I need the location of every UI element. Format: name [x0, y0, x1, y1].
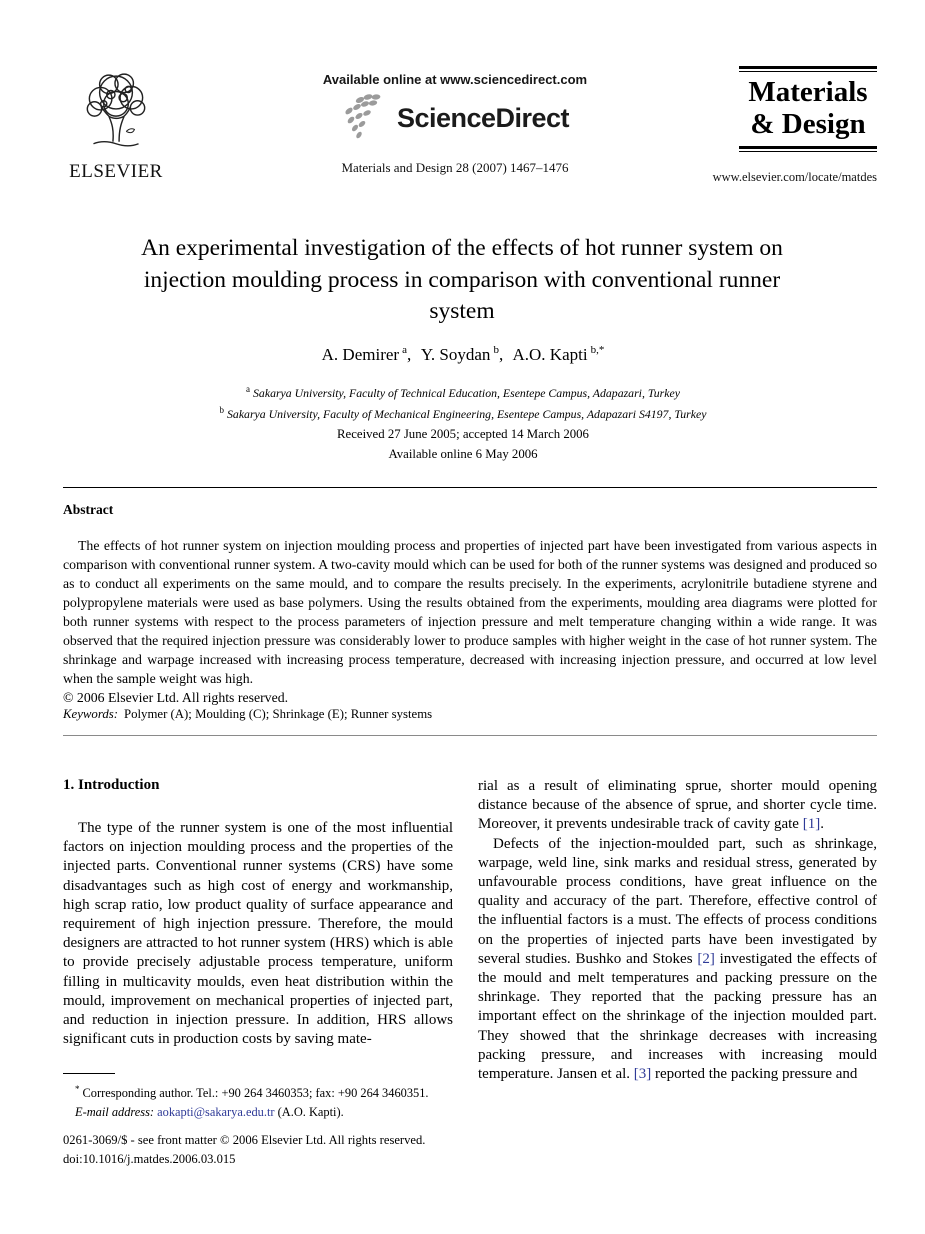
abstract-heading: Abstract — [63, 502, 114, 517]
intro-paragraph: The type of the runner system is one of the most influential factors on injection moulding process and the properties of the injected parts. Conventional runner systems (CRS) have some disadvantages such as high cost of energy and workmanship, high scrap ratio, low product quality of surface appearance and requirement of high injection pressure. Therefore, the mould designers are attracted to hot runner system (HRS) which is able to provide precisely adjustable process temperature, uniform filling in multicavity moulds, even heat distribution within the mould, improvement on mechanical properties of injected part, and reduction in injection pressure. In addition, HRS allows significant cuts in production costs by saving mate- — [63, 820, 453, 1048]
logo-rule-bottom-thin — [739, 151, 877, 152]
defects-paragraph: Defects of the injection-moulded part, such as shrinkage, warpage, weld line, sink marks and residual stress, generated by unfavourable process conditions, have great influence on the quality and accuracy of the part. Therefore, effective control of the influential factors is a must. The effects of process conditions on the properties of injected parts have been investigated by several studies. Bushko and Stokes [2] investigated the effects of the mould and melt temperatures and packing pressure on the shrinkage. They reported that the packing pressure has an important effect on the shrinkage of the injection moulded part. They showed that the shrinkage decreases with increasing packing pressure, and increases with increasing mould temperature. Jansen et al. [3] reported the packing pressure and — [478, 835, 877, 1083]
affiliation: $^b$ Sakarya University, Faculty of Mechanical Engineering, Esentepe Campus, Adapazari S4197, Turkey — [219, 404, 707, 421]
authors-line — [63, 344, 863, 365]
reference-link-2[interactable]: [2] — [697, 950, 715, 967]
email-line — [63, 1103, 457, 1122]
column-right — [478, 777, 877, 1084]
section-heading-introduction: 1. Introduction — [63, 777, 160, 793]
available-online-line: Available online 6 May 2006 — [388, 447, 538, 461]
keywords-bottom-rule — [63, 735, 877, 736]
header-center — [295, 72, 615, 176]
abstract-top-rule — [63, 487, 877, 488]
author-affiliation-mark: b — [493, 344, 499, 356]
keywords-label: Keywords: — [63, 707, 118, 721]
reference-link-3[interactable]: [3] — [633, 1066, 652, 1083]
author: Y. Soydan $^b$, — [420, 344, 504, 364]
affiliations — [63, 381, 863, 423]
elsevier-wordmark: ELSEVIER — [69, 161, 163, 182]
journal-url: www.elsevier.com/locate/matdes — [712, 170, 877, 184]
dates-block — [63, 424, 863, 464]
issn-line: 0261-3069/$ - see front matter © 2006 Elsevier Ltd. All rights reserved. — [63, 1133, 426, 1147]
email-label: E-mail address: — [75, 1105, 155, 1120]
author-affiliation-mark: b,* — [590, 344, 605, 356]
elsevier-tree-icon — [64, 141, 168, 158]
imprint-block — [63, 1131, 483, 1169]
sciencedirect-dots-icon — [341, 93, 391, 144]
abstract-text: The effects of hot runner system on injection moulding process and properties of injected part have been investigated from various aspects in comparison with conventional runner system. A two-cavity mould which can be used for both of the runner systems was designed and produced so as to conduct all experiments on the same mould, and to compare the results precisely. In the experiments, acrylonitrile butadiene styrene and polypropylene materials were used as base polymers. Using the results obtained from the experiments, moulding area diagrams were plotted for both runner systems with respect to the process parameters of injection pressure and melt temperature changing within a wide range. It was observed that the required injection pressure was considerably lower to produce samples with higher weight in the case of hot runner system. The shrinkage and warpage increased with increasing process temperature, decreased with increasing injection pressure, and occurred at low level when the sample weight was high. — [63, 538, 877, 686]
article-title: An experimental investigation of the effects of hot runner system on injection moulding process in comparison with conventional runner system — [141, 235, 783, 324]
corresponding-author-footnote — [63, 1080, 457, 1122]
footnote-rule — [63, 1073, 115, 1074]
author: A. Demirer $^a$, — [321, 344, 412, 364]
author-affiliation-mark: a — [402, 344, 407, 356]
email-suffix: (A.O. Kapti). — [277, 1105, 344, 1120]
journal-name-line1: Materials — [748, 76, 868, 108]
received-line: Received 27 June 2005; accepted 14 March 2006 — [337, 427, 589, 441]
author: A.O. Kapti $^{b,*}$ — [512, 344, 605, 364]
intro-paragraph-continuation: rial as a result of eliminating sprue, shorter mould opening distance because of the absence of sprue, and shorter cycle time. Moreover, it prevents undesirable track of cavity gate [1]. — [478, 778, 877, 833]
journal-logo — [739, 66, 877, 152]
sciencedirect-logo — [295, 93, 615, 144]
corresponding-author-note: * Corresponding author. Tel.: +90 264 3460353; fax: +90 264 3460351. — [75, 1084, 429, 1101]
abstract-copyright: © 2006 Elsevier Ltd. All rights reserved. — [63, 690, 289, 705]
doi-line: doi:10.1016/j.matdes.2006.03.015 — [63, 1152, 236, 1166]
sciencedirect-wordmark: ScienceDirect — [396, 103, 570, 133]
reference-link-1[interactable]: [1] — [802, 816, 821, 833]
logo-rule-bottom-thick — [739, 146, 877, 149]
logo-rule-top-thick — [739, 66, 877, 69]
email-link[interactable]: aokapti@sakarya.edu.tr — [157, 1105, 275, 1120]
available-online-text: Available online at www.sciencedirect.com — [322, 72, 588, 87]
journal-name — [739, 72, 877, 146]
journal-name-line2: & Design — [750, 108, 866, 140]
abstract-body — [63, 536, 877, 707]
column-left — [63, 777, 453, 1049]
journal-citation: Materials and Design 28 (2007) 1467–1476 — [341, 160, 569, 175]
affiliation: $^a$ Sakarya University, Faculty of Technical Education, Esentepe Campus, Adapazari, Turkey — [246, 384, 680, 400]
elsevier-logo — [55, 70, 177, 183]
keywords-line — [63, 707, 877, 722]
footnote-marker: * — [75, 1084, 80, 1094]
keywords-text: Polymer (A); Moulding (C); Shrinkage (E); Runner systems — [123, 707, 433, 721]
